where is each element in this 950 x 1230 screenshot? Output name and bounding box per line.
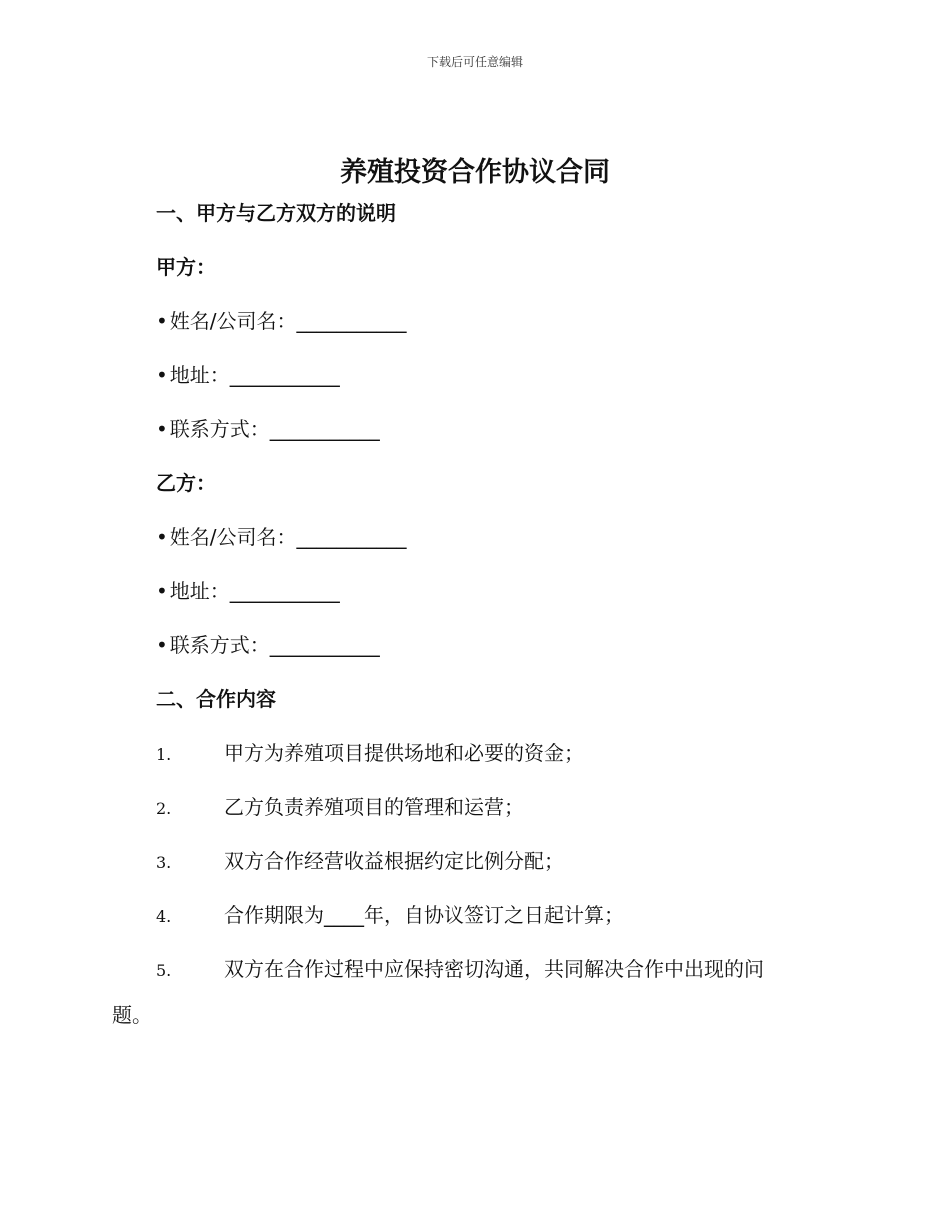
- party-a-name-text: 姓名/公司名：___________: [169, 309, 407, 333]
- item-number: 1.: [156, 745, 172, 764]
- item-number: 4.: [156, 907, 172, 926]
- list-item: 甲方为养殖项目提供场地和必要的资金；: [224, 741, 584, 765]
- section1-heading: 一、甲方与乙方双方的说明: [156, 201, 396, 225]
- list-item: 双方在合作过程中应保持密切沟通，共同解决合作中出现的问: [224, 957, 764, 981]
- party-b-label: 乙方：: [156, 471, 216, 495]
- party-b-contact-field: [156, 630, 380, 660]
- item-number: 2.: [156, 799, 172, 818]
- section2-heading: 二、合作内容: [156, 687, 276, 711]
- item-number: 3.: [156, 853, 172, 872]
- party-a-address-text: 地址：___________: [169, 363, 340, 387]
- party-b-name-text: 姓名/公司名：___________: [169, 525, 407, 549]
- bullet-marker: •: [156, 417, 168, 441]
- party-b-name-field: [156, 522, 407, 552]
- party-a-contact-field: [156, 414, 380, 444]
- party-b-address-field: [156, 576, 340, 606]
- party-b-address-text: 地址：___________: [169, 579, 340, 603]
- list-item: 合作期限为____年，自协议签订之日起计算；: [224, 903, 624, 927]
- header-note: 下载后可任意编辑: [426, 55, 523, 69]
- party-a-address-field: [156, 360, 340, 390]
- list-item: 乙方负责养殖项目的管理和运营；: [224, 795, 524, 819]
- list-item-continuation: 题。: [112, 1003, 152, 1027]
- bullet-marker: •: [156, 363, 168, 387]
- party-b-contact-text: 联系方式：___________: [169, 633, 380, 657]
- bullet-marker: •: [156, 309, 168, 333]
- bullet-marker: •: [156, 525, 168, 549]
- document-title: 养殖投资合作协议合同: [340, 157, 610, 188]
- bullet-marker: •: [156, 579, 168, 603]
- party-a-label: 甲方：: [156, 255, 216, 279]
- list-item: 双方合作经营收益根据约定比例分配；: [224, 849, 564, 873]
- bullet-marker: •: [156, 633, 168, 657]
- item-number: 5.: [156, 961, 172, 980]
- party-a-contact-text: 联系方式：___________: [169, 417, 380, 441]
- party-a-name-field: [156, 306, 407, 336]
